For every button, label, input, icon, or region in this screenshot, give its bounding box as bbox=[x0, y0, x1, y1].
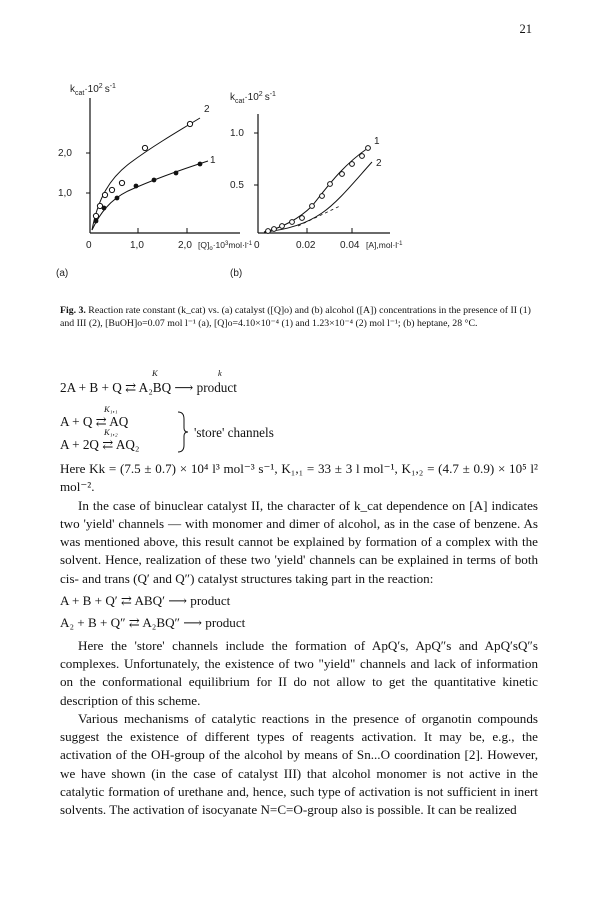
figure-caption bbox=[60, 304, 538, 330]
a-xtick-3: 2,0 bbox=[178, 240, 192, 251]
caption-label: Fig. 3. bbox=[60, 305, 86, 316]
store-eq1-k: K₁,₁ bbox=[104, 404, 118, 414]
a-ytick-1: 2,0 bbox=[58, 148, 72, 159]
b-curve-label-2: 2 bbox=[376, 158, 382, 169]
store-eq1: A + Q ⇄ AQ bbox=[60, 414, 129, 429]
store-brace bbox=[176, 411, 190, 453]
a-x-label: $[Q]_o\cdot 10^3mol\cdot l^{-1}$ bbox=[198, 240, 253, 252]
equation-a: A + B + Q′ ⇄ ABQ′ ⟶ product bbox=[60, 593, 231, 609]
store-eq2: A + 2Q ⇄ AQ₂ bbox=[60, 437, 140, 452]
b-xtick-1: 0 bbox=[254, 240, 260, 251]
figure-3 bbox=[50, 78, 550, 296]
b-panel-label: (b) bbox=[230, 268, 243, 279]
page-number: 21 bbox=[519, 22, 532, 36]
body-text bbox=[60, 460, 538, 820]
b-ytick-1: 1.0 bbox=[230, 128, 244, 139]
b-x-label: $[A],mol\cdot l^{-1}$ bbox=[366, 240, 403, 250]
equation-b: A₂ + B + Q″ ⇄ A₂BQ″ ⟶ product bbox=[60, 615, 246, 631]
panel-b bbox=[230, 91, 403, 279]
paragraph-3: Various mechanisms of catalytic reactions in the presence of organotin compounds suggest the existence of different types of reagents activation. It may be, e.g., the activation of the OH-group of the alcohol by means of Sn...O coordination [2]. However, we have shown (in the case of catalyst III) that alcohol monomer is not active in the catalytic formation of urethane and, hence, such type of activation is not sufficient in inert solvents. The activation of isocyanate N=C=O-group also is possible. It can be realized bbox=[60, 710, 538, 818]
a-panel-label: (a) bbox=[56, 268, 69, 279]
a-xtick-1: 0 bbox=[86, 240, 92, 251]
b-curve-label-1: 1 bbox=[374, 136, 380, 147]
a-curve-label-1: 1 bbox=[210, 155, 216, 166]
main-reaction: 2A + B + Q ⇄ A₂BQ ⟶ product bbox=[60, 380, 237, 395]
scheme-K-label: K bbox=[152, 368, 158, 378]
a-curve-label-2: 2 bbox=[204, 104, 210, 115]
caption-text: Reaction rate constant (k_cat) vs. (a) catalyst ([Q]o) and (b) alcohol ([A]) concentrations in the presence of II (1) and III (2), [BuOH]o=0.07 mol l⁻¹ (a), [Q]o=4.10×10⁻⁴ (1) and 1.23×10⁻⁴ (2) mol l⁻¹; (b) heptane, 28 °C. bbox=[60, 305, 531, 329]
b-xtick-2: 0.02 bbox=[296, 240, 316, 251]
b-ytick-2: 0.5 bbox=[230, 180, 244, 191]
panel-a bbox=[56, 83, 253, 279]
b-y-label: $k_{cat}\cdot 10^2$ $s^{-1}$ bbox=[230, 91, 276, 105]
a-xtick-2: 1,0 bbox=[130, 240, 144, 251]
constants-paragraph: Here Kk = (7.5 ± 0.7) × 10⁴ l³ mol⁻³ s⁻¹, K₁,₁ = 33 ± 3 l mol⁻¹, K₁,₂ = (4.7 ± 0.9) × 10⁵ l² mol⁻². bbox=[60, 461, 538, 495]
store-label: 'store' channels bbox=[194, 425, 274, 440]
store-eq2-k: K₁,₂ bbox=[104, 427, 118, 437]
paragraph-1: In the case of binuclear catalyst II, the character of k_cat dependence on [A] indicates two 'yield' channels — with monomer and dimer of alcohol, as in the case of benzene. As was mentioned above, this result cannot be explained by formation of a complex with the solvent. Hence, realization of these two 'yield' channels can be explained in terms of both cis- and trans (Q′ and Q″) catalyst structures taking part in the reaction: bbox=[60, 497, 538, 586]
a-ytick-2: 1,0 bbox=[58, 188, 72, 199]
paragraph-2: Here the 'store' channels include the formation of ApQ′s, ApQ″s and ApQ′sQ″s complexes. Unfortunately, the existence of two "yield" channels and lack of information on the conformational equilibrium for II do not allow to get the quantitative kinetic description of this scheme. bbox=[60, 637, 538, 708]
b-xtick-3: 0.04 bbox=[340, 240, 360, 251]
a-y-label: $k_{cat}\cdot 10^2$ $s^{-1}$ bbox=[70, 83, 116, 97]
scheme-k-label: k bbox=[218, 368, 222, 378]
